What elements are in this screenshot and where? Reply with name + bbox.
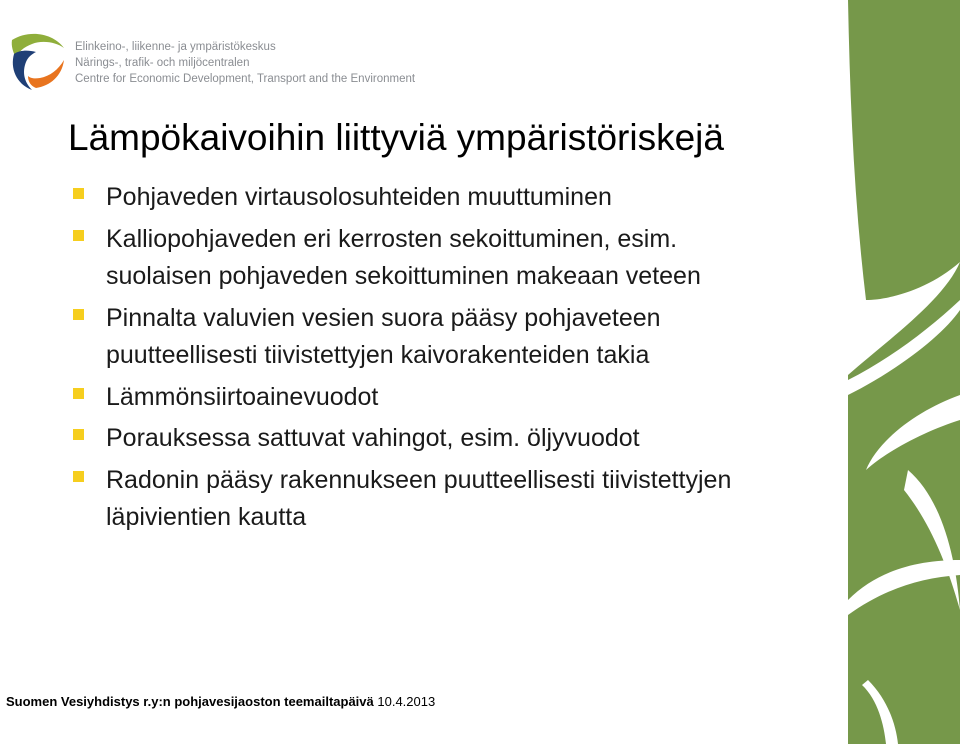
org-name-swedish: Närings-, trafik- och miljöcentralen bbox=[75, 57, 250, 69]
bullet-square-icon bbox=[73, 429, 84, 440]
org-name-english: Centre for Economic Development, Transport and the Environment bbox=[75, 73, 416, 85]
bullet-square-icon bbox=[73, 188, 84, 199]
list-item bbox=[0, 179, 800, 217]
bullet-square-icon bbox=[73, 471, 84, 482]
bullet-square-icon bbox=[73, 230, 84, 241]
bullet-square-icon bbox=[73, 309, 84, 320]
ely-logo-icon bbox=[6, 30, 68, 92]
bullet-square-icon bbox=[73, 388, 84, 399]
bullet-text: Radonin pääsy rakennukseen puutteellisesti tiivistettyjen läpivientien kautta bbox=[106, 465, 732, 531]
footer bbox=[6, 694, 435, 709]
list-item bbox=[0, 420, 800, 458]
bullet-text: Lämmönsiirtoainevuodot bbox=[106, 382, 379, 411]
org-names bbox=[75, 39, 415, 87]
slide-title: Lämpökaivoihin liittyviä ympäristöriskejä bbox=[68, 117, 724, 158]
bullet-text: Porauksessa sattuvat vahingot, esim. öljyvuodot bbox=[106, 424, 640, 452]
bullet-text: Pinnalta valuvien vesien suora pääsy pohjaveteen puutteellisesti tiivistettyjen kaivorakenteiden takia bbox=[106, 303, 661, 369]
list-item bbox=[0, 221, 800, 296]
org-name-finnish: Elinkeino-, liikenne- ja ympäristökeskus bbox=[75, 41, 276, 53]
list-item bbox=[0, 379, 800, 417]
leaf-pattern-band-icon bbox=[848, 0, 960, 744]
list-item bbox=[0, 300, 800, 375]
footer-date: 10.4.2013 bbox=[377, 694, 436, 709]
list-item bbox=[0, 462, 800, 537]
footer-event-text: Suomen Vesiyhdistys r.y:n pohjavesijaoston teemailtapäivä bbox=[6, 694, 374, 709]
bullet-list bbox=[0, 179, 800, 537]
bullet-text: Pohjaveden virtausolosuhteiden muuttuminen bbox=[106, 183, 612, 211]
bullet-text: Kalliopohjaveden eri kerrosten sekoittuminen, esim. suolaisen pohjaveden sekoittuminen makeaan veteen bbox=[106, 224, 701, 290]
